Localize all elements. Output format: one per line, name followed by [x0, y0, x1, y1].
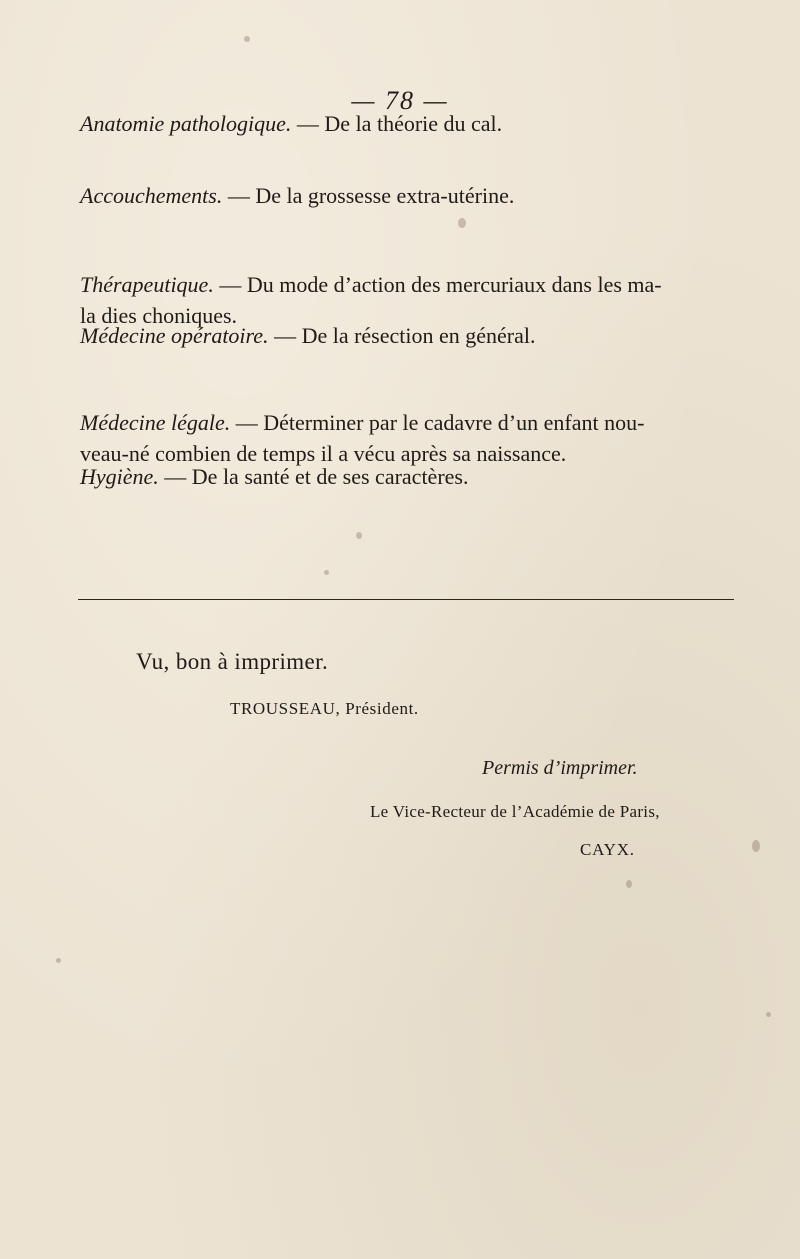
entry-text: — De la théorie du cal.: [291, 111, 503, 136]
entry-medecine-operatoire: [80, 320, 740, 351]
paper-speck: [244, 36, 250, 42]
entry-therapeutique: [80, 238, 740, 331]
entry-subject: Médecine légale.: [80, 410, 231, 435]
permit-label: Permis d’imprimer.: [482, 757, 638, 779]
paper-speck: [356, 532, 362, 539]
entry-text: — Du mode d’action des mercuriaux dans les ma- la dies choniques.: [80, 272, 662, 328]
paper-speck: [766, 1012, 771, 1017]
entry-medecine-legale: [80, 376, 740, 469]
approval-line: Vu, bon à imprimer.: [136, 649, 329, 674]
entry-subject: Hygiène.: [80, 464, 159, 489]
entry-subject: Anatomie pathologique.: [80, 111, 292, 136]
entry-anatomie: [80, 108, 740, 139]
paper-speck: [626, 880, 632, 888]
permit-official: Le Vice-Recteur de l’Académie de Paris,: [370, 802, 660, 821]
paper-speck: [458, 218, 466, 228]
permit-name: CAYX.: [580, 840, 635, 859]
entry-text: — Déterminer par le cadavre d’un enfant nou- veau-né combien de temps il a vécu après sa naissance.: [80, 410, 645, 466]
entry-subject: Accouchements.: [80, 183, 223, 208]
paper-speck: [752, 840, 760, 852]
section-divider: [78, 599, 734, 600]
entry-accouchements: [80, 180, 740, 211]
paper-speck: [324, 570, 329, 575]
entry-text: — De la grossesse extra-utérine.: [222, 183, 515, 208]
entry-subject: Thérapeutique.: [80, 272, 214, 297]
entry-hygiene: [80, 461, 740, 492]
paper-speck: [56, 958, 61, 963]
entry-text: — De la santé et de ses caractères.: [158, 464, 469, 489]
entry-subject: Médecine opératoire.: [80, 323, 269, 348]
page-number: — 78 —: [351, 86, 449, 115]
entry-text: — De la résection en général.: [268, 323, 536, 348]
approval-signer: TROUSSEAU, Président.: [230, 699, 419, 718]
